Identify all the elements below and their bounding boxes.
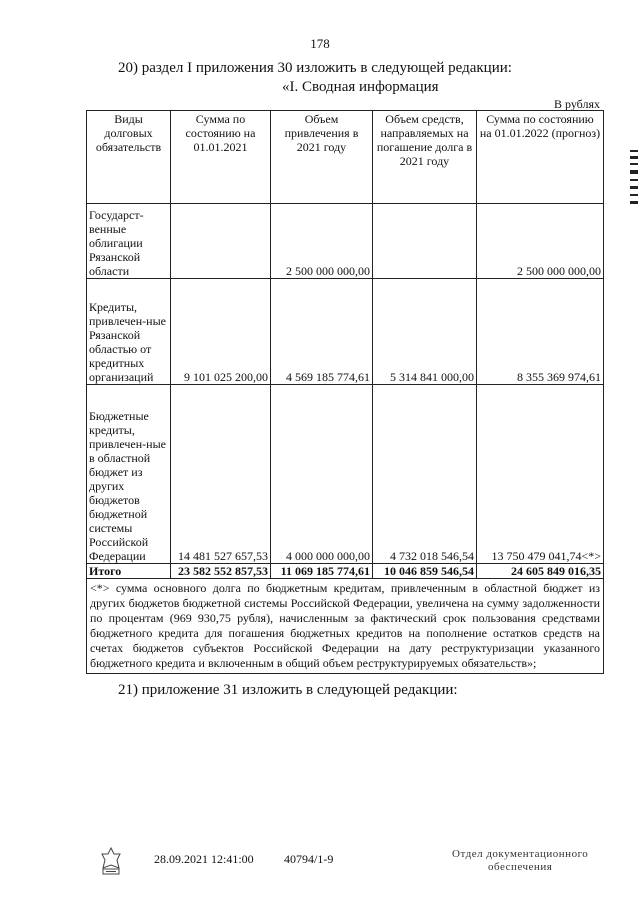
total-balance-2021: 23 582 552 857,53 [171, 564, 271, 579]
row-repaid-2021: 5 314 841 000,00 [373, 279, 477, 385]
table-footnote: <*> сумма основного долга по бюджетным кредитам, привлеченным в областной бюджет из других бюджетов бюджетной системы Российской Федерации, увеличена на сумму задолженности по процентам (969 930,75 рубля), начисленным за фактический срок пользования средствами бюджетного кредита для погашения бюджетных кредитов на пополнение остатков средств на счетах бюджетов субъектов Российской Федерации на дату реструктуризации указанного бюджетного кредита и включенным в общий объем реструктурируемых обязательств»; [87, 579, 604, 674]
row-debt-type: Кредиты, привлечен-ные Рязанской областью от кредитных организаций [87, 279, 171, 385]
next-item-paragraph: 21) приложение 31 изложить в следующей редакции: [118, 682, 458, 698]
table-total-row [87, 564, 604, 579]
footer-dept-line2: обеспечения [488, 861, 553, 873]
row-balance-2022: 13 750 479 041,74<*> [477, 385, 604, 564]
currency-note: В рублях [553, 97, 600, 111]
footer-doc-number: 40794/1-9 [284, 852, 334, 866]
row-balance-2022: 8 355 369 974,61 [477, 279, 604, 385]
table-header-row [87, 111, 604, 204]
header-raised-2021: Объем привлечения в 2021 году [271, 111, 373, 204]
footer-department [452, 848, 588, 874]
section-title: «I. Сводная информация [282, 79, 439, 95]
row-repaid-2021: 4 732 018 546,54 [373, 385, 477, 564]
header-debt-type: Виды долговых обязательств [87, 111, 171, 204]
row-repaid-2021 [373, 204, 477, 279]
footnote-row [87, 579, 604, 674]
header-balance-2022: Сумма по состоянию на 01.01.2022 (прогноз) [477, 111, 604, 204]
debt-summary-table [86, 110, 604, 674]
table-row [87, 385, 604, 564]
row-debt-type: Государст-венные облигации Рязанской области [87, 204, 171, 279]
total-repaid-2021: 10 046 859 546,54 [373, 564, 477, 579]
table-row [87, 204, 604, 279]
table-row [87, 279, 604, 385]
intro-paragraph: 20) раздел I приложения 30 изложить в следующей редакции: [118, 60, 512, 76]
footer-dept-line1: Отдел документационного [452, 848, 589, 860]
row-raised-2021: 2 500 000 000,00 [271, 204, 373, 279]
row-raised-2021: 4 000 000 000,00 [271, 385, 373, 564]
total-balance-2022: 24 605 849 016,35 [477, 564, 604, 579]
page-number: 178 [310, 36, 330, 51]
row-balance-2022: 2 500 000 000,00 [477, 204, 604, 279]
row-balance-2021 [171, 204, 271, 279]
footer-timestamp: 28.09.2021 12:41:00 [154, 852, 254, 866]
header-balance-2021: Сумма по состоянию на 01.01.2021 [171, 111, 271, 204]
header-repaid-2021: Объем средств, направляемых на погашение долга в 2021 году [373, 111, 477, 204]
total-raised-2021: 11 069 185 774,61 [271, 564, 373, 579]
row-debt-type: Бюджетные кредиты, привлечен-ные в областной бюджет из других бюджетов бюджетной системы Российской Федерации [87, 385, 171, 564]
row-raised-2021: 4 569 185 774,61 [271, 279, 373, 385]
coat-of-arms-icon [100, 846, 122, 881]
row-balance-2021: 14 481 527 657,53 [171, 385, 271, 564]
total-label: Итого [87, 564, 171, 579]
scan-edge-marks [630, 150, 638, 210]
row-balance-2021: 9 101 025 200,00 [171, 279, 271, 385]
